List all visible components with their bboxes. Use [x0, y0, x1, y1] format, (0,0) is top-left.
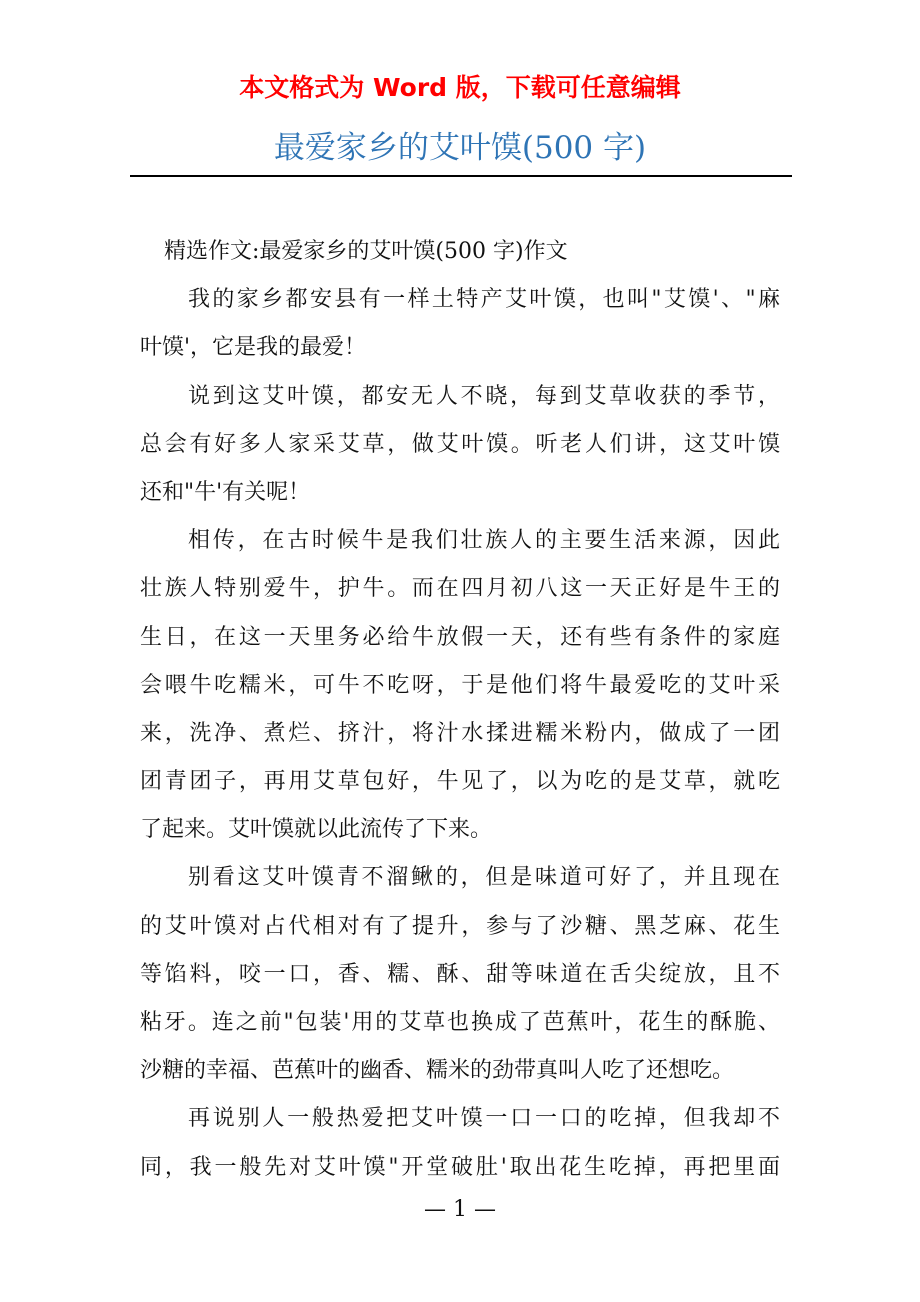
- format-notice: 本文格式为 Word 版，下载可任意编辑: [239, 73, 681, 102]
- text-line: 再说别人一般热爱把艾叶馍一口一口的吃掉，但我却不: [188, 1106, 780, 1132]
- text-line: 粘牙。连之前"包装'用的艾草也换成了芭蕉叶，花生的酥脆、: [140, 1010, 780, 1035]
- text-line: 生日，在这一天里务必给牛放假一天，还有些有条件的家庭: [140, 624, 780, 650]
- text-line: 说到这艾叶馍，都安无人不晓，每到艾草收获的季节，: [188, 383, 780, 409]
- text-line: 别看这艾叶馍青不溜鳅的，但是味道可好了，并且现在: [188, 865, 780, 891]
- document-body: [140, 232, 780, 1196]
- paragraph: [140, 521, 780, 858]
- text-line: 了起来。艾叶馍就以此流传了下来。: [140, 817, 493, 843]
- text-line: 来，洗净、煮烂、挤汁，将汁水揉进糯米粉内，做成了一团: [140, 720, 780, 746]
- page-number: — 1 —: [424, 1197, 496, 1222]
- text-line: 会喂牛吃糯米，可牛不吃呀，于是他们将牛最爱吃的艾叶采: [140, 672, 780, 698]
- text-line: 同，我一般先对艾叶馍"开堂破肚'取出花生吃掉，再把里面: [140, 1154, 780, 1180]
- text-line: 沙糖的幸福、芭蕉叶的幽香、糯米的劲带真叫人吃了还想吃。: [140, 1058, 735, 1084]
- document-title: 最爱家乡的艾叶馍(500 字): [273, 130, 647, 166]
- text-line: 总会有好多人家采艾草，做艾叶馍。听老人们讲，这艾叶馍: [140, 431, 780, 457]
- text-line: 叶馍'，它是我的最爱！: [140, 335, 367, 361]
- text-line: 团青团子，再用艾草包好，牛见了，以为吃的是艾草，就吃: [140, 769, 780, 795]
- paragraph: [140, 858, 780, 1099]
- text-line: 相传，在古时候牛是我们壮族人的主要生活来源，因此: [188, 528, 780, 554]
- paragraph: [140, 1099, 780, 1195]
- header-divider: [130, 175, 792, 177]
- paragraph: [140, 377, 780, 522]
- text-line: 等馅料，咬一口，香、糯、酥、甜等味道在舌尖绽放，且不: [140, 961, 780, 987]
- text-line: 我的家乡都安县有一样土特产艾叶馍，也叫"艾馍'、"麻: [188, 287, 780, 313]
- text-line: 壮族人特别爱牛，护牛。而在四月初八这一天正好是牛王的: [140, 576, 780, 602]
- text-line: 的艾叶馍对占代相对有了提升，参与了沙糖、黑芝麻、花生: [140, 913, 780, 939]
- text-line: 还和"牛'有关呢！: [140, 479, 311, 505]
- intro-line: 精选作文:最爱家乡的艾叶馍(500 字)作文: [164, 239, 568, 264]
- paragraph: [140, 280, 780, 376]
